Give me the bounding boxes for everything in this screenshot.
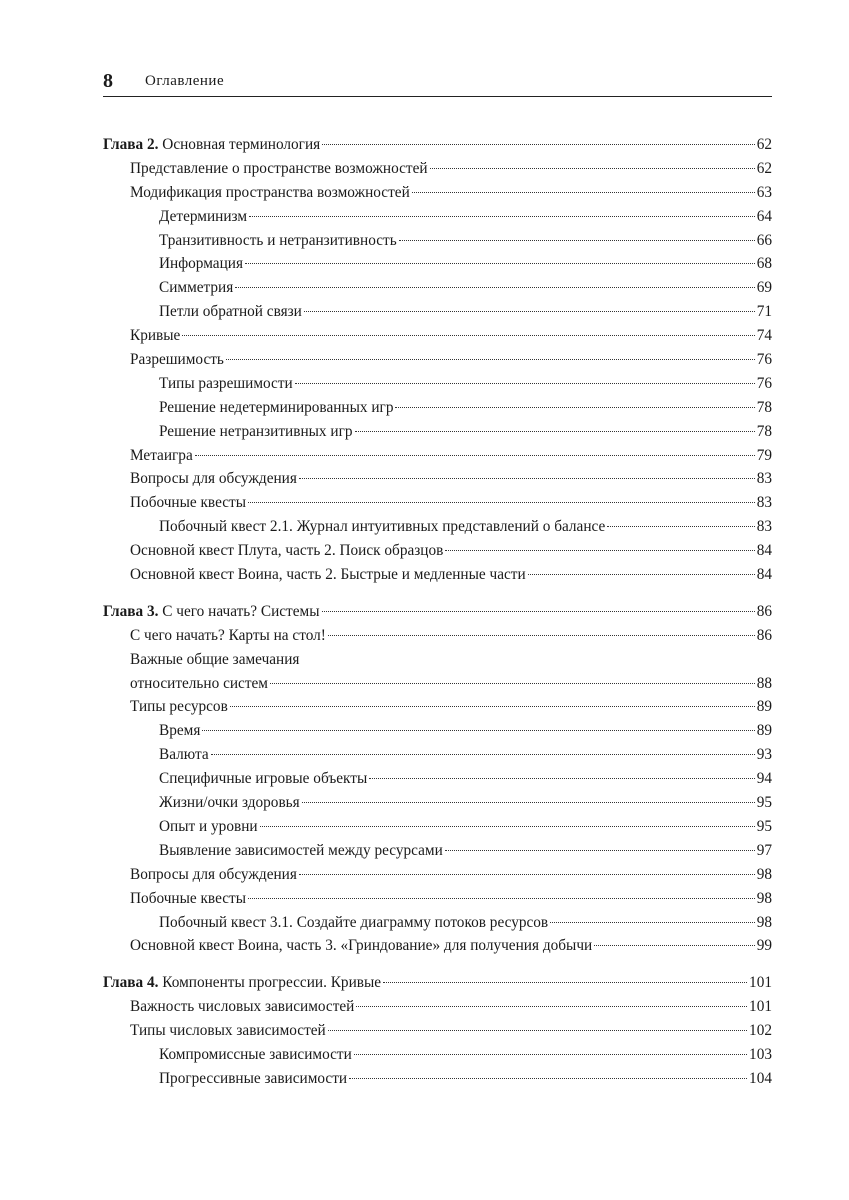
dot-leader — [245, 263, 755, 264]
entry-text: Выявление зависимостей между ресурсами — [159, 841, 443, 859]
toc-entry-title — [159, 1067, 347, 1091]
entry-text: Кривые — [130, 327, 181, 345]
entry-text: Детерминизм — [159, 207, 248, 225]
toc-entry-title — [130, 695, 228, 719]
dot-leader — [328, 1030, 747, 1031]
toc-subsection-entry[interactable] — [103, 229, 772, 253]
chapter-label: Глава 3. — [103, 602, 159, 620]
toc-entry-title — [159, 815, 258, 839]
entry-text: Основной квест Плута, часть 2. Поиск образцов — [130, 542, 444, 560]
toc-subsection-entry[interactable] — [103, 743, 772, 767]
page-ref: 78 — [756, 422, 772, 440]
toc-section-entry[interactable] — [103, 444, 772, 468]
entry-text: Информация — [159, 255, 243, 273]
page-header — [103, 70, 772, 97]
toc-subsection-entry[interactable] — [103, 719, 772, 743]
toc-section-entry[interactable] — [103, 934, 772, 958]
toc-entry-title — [159, 396, 393, 420]
toc-section-entry[interactable] — [103, 467, 772, 491]
toc-entry-title — [159, 719, 200, 743]
dot-leader — [430, 168, 755, 169]
toc-subsection-entry[interactable] — [103, 839, 772, 863]
chapter-label: Глава 2. — [103, 136, 159, 153]
toc-subsection-entry[interactable] — [103, 1067, 772, 1091]
entry-text: Симметрия — [159, 279, 234, 297]
entry-text: Время — [159, 722, 201, 740]
dot-leader — [299, 874, 755, 875]
toc-section-entry[interactable] — [103, 672, 772, 696]
page-ref: 76 — [756, 351, 772, 369]
toc-entry-title — [130, 539, 443, 563]
entry-text: относительно систем — [130, 674, 268, 692]
page-ref: 89 — [756, 722, 772, 740]
page-ref: 88 — [756, 674, 772, 692]
toc-subsection-entry[interactable] — [103, 252, 772, 276]
dot-leader — [528, 574, 755, 575]
entry-text: Побочные квесты — [130, 494, 246, 512]
toc-entry-title — [103, 133, 320, 157]
toc-subsection-entry[interactable] — [103, 276, 772, 300]
entry-text: Решение недетерминированных игр — [159, 398, 394, 416]
chapter-gap — [103, 587, 772, 600]
dot-leader — [202, 730, 754, 731]
page-number: 8 — [103, 70, 113, 92]
dot-leader — [295, 383, 755, 384]
toc-section-entry[interactable] — [103, 157, 772, 181]
entry-text: Основной квест Воина, часть 2. Быстрые и медленные части — [130, 566, 526, 584]
toc-entry-title — [159, 300, 302, 324]
toc-entry-title — [130, 467, 297, 491]
toc-section-entry[interactable] — [103, 863, 772, 887]
page-ref: 79 — [756, 446, 772, 464]
toc-subsection-entry[interactable] — [103, 911, 772, 935]
toc-entry-title — [103, 971, 381, 995]
toc-subsection-entry[interactable] — [103, 1043, 772, 1067]
toc-entry-title — [130, 995, 354, 1019]
page-ref: 83 — [756, 470, 772, 488]
entry-text: Решение нетранзитивных игр — [159, 422, 353, 440]
dot-leader — [230, 706, 755, 707]
entry-text: Типы числовых зависимостей — [130, 1022, 326, 1040]
dot-leader — [248, 502, 755, 503]
page-ref: 76 — [756, 374, 772, 392]
dot-leader — [354, 1054, 747, 1055]
toc-entry-title — [159, 252, 243, 276]
toc-entry-title — [130, 1019, 326, 1043]
toc-entry-title — [159, 276, 233, 300]
entry-text: Опыт и уровни — [159, 817, 258, 835]
entry-text: Специфичные игровые объекты — [159, 770, 368, 788]
toc-subsection-entry[interactable] — [103, 515, 772, 539]
toc-subsection-entry[interactable] — [103, 300, 772, 324]
page-ref: 83 — [756, 494, 772, 512]
dot-leader — [383, 982, 747, 983]
toc-entry-title — [130, 348, 224, 372]
toc-entry-title — [159, 205, 247, 229]
toc-entry-title — [159, 420, 353, 444]
entry-text: Побочный квест 3.1. Создайте диаграмму потоков ресурсов — [159, 913, 549, 931]
page-ref: 98 — [756, 865, 772, 883]
page-ref: 101 — [749, 998, 772, 1016]
entry-text: Жизни/очки здоровья — [159, 794, 300, 812]
dot-leader — [445, 850, 755, 851]
toc-entry-title — [159, 743, 209, 767]
toc-entry-title — [130, 563, 526, 587]
toc-entry-title — [159, 1043, 352, 1067]
page-ref: 102 — [749, 1022, 772, 1040]
table-of-contents — [103, 133, 772, 1091]
page-ref: 83 — [756, 518, 772, 536]
toc-entry-title — [130, 491, 246, 515]
dot-leader — [248, 898, 755, 899]
page-ref: 95 — [756, 794, 772, 812]
dot-leader — [270, 683, 755, 684]
entry-text: Вопросы для обсуждения — [130, 470, 297, 488]
toc-entry-title — [130, 157, 428, 181]
toc-entry-title — [159, 791, 300, 815]
page-ref: 98 — [756, 889, 772, 907]
page-ref: 63 — [756, 183, 772, 201]
dot-leader — [355, 431, 755, 432]
dot-leader — [445, 550, 754, 551]
toc-entry-title — [130, 444, 193, 468]
entry-text: Разрешимость — [130, 351, 224, 369]
page-ref: 78 — [756, 398, 772, 416]
entry-text: С чего начать? Карты на стол! — [130, 626, 326, 644]
dot-leader — [395, 407, 754, 408]
toc-section-entry[interactable] — [103, 995, 772, 1019]
entry-text: С чего начать? Системы — [162, 602, 320, 620]
toc-chapter-entry[interactable] — [103, 600, 772, 624]
toc-entry-title-line[interactable]: Важные общие замечания — [130, 650, 300, 668]
entry-text: Представление о пространстве возможностей — [130, 159, 428, 177]
entry-text: Компромиссные зависимости — [159, 1045, 352, 1063]
toc-entry-title — [130, 624, 326, 648]
toc-entry-title — [159, 372, 293, 396]
dot-leader — [260, 826, 755, 827]
entry-text: Прогрессивные зависимости — [159, 1069, 348, 1087]
dot-leader — [356, 1006, 747, 1007]
dot-leader — [607, 526, 754, 527]
entry-text: Валюта — [159, 746, 209, 764]
page-ref: 62 — [756, 136, 772, 153]
toc-entry-title — [159, 515, 605, 539]
toc-section-entry[interactable] — [103, 1019, 772, 1043]
toc-entry-title — [130, 672, 268, 696]
page-ref: 64 — [756, 207, 772, 225]
toc-subsection-entry[interactable] — [103, 396, 772, 420]
page-ref: 62 — [756, 159, 772, 177]
page-ref: 74 — [756, 327, 772, 345]
page-ref: 69 — [756, 279, 772, 297]
toc-entry-title — [130, 181, 410, 205]
page-ref: 93 — [756, 746, 772, 764]
toc-section-entry[interactable] — [103, 324, 772, 348]
toc-subsection-entry[interactable] — [103, 420, 772, 444]
toc-section-entry[interactable] — [103, 491, 772, 515]
chapter-label: Глава 4. — [103, 974, 159, 992]
entry-text: Важность числовых зависимостей — [130, 998, 355, 1016]
page-ref: 86 — [756, 602, 772, 620]
dot-leader — [195, 455, 755, 456]
entry-text: Типы разрешимости — [159, 374, 293, 392]
toc-entry-title — [130, 863, 297, 887]
dot-leader — [550, 922, 755, 923]
dot-leader — [299, 478, 755, 479]
chapter-gap — [103, 958, 772, 971]
page-ref: 84 — [756, 542, 772, 560]
toc-section-entry[interactable] — [103, 348, 772, 372]
toc-subsection-entry[interactable] — [103, 815, 772, 839]
page-ref: 97 — [756, 841, 772, 859]
page-ref: 89 — [756, 698, 772, 716]
dot-leader — [328, 635, 755, 636]
page-ref: 104 — [749, 1069, 772, 1087]
toc-subsection-entry[interactable] — [103, 205, 772, 229]
page-ref: 99 — [756, 937, 772, 955]
entry-text: Типы ресурсов — [130, 698, 228, 716]
page-ref: 103 — [749, 1045, 772, 1063]
toc-subsection-entry[interactable] — [103, 767, 772, 791]
entry-text: Основная терминология — [162, 136, 321, 153]
entry-text: Метаигра — [130, 446, 193, 464]
dot-leader — [349, 1078, 747, 1079]
toc-subsection-entry[interactable] — [103, 791, 772, 815]
dot-leader — [322, 144, 755, 145]
dot-leader — [369, 778, 754, 779]
toc-entry-title — [159, 911, 548, 935]
dot-leader — [235, 287, 754, 288]
dot-leader — [302, 802, 755, 803]
page-ref: 101 — [749, 974, 772, 992]
toc-section-entry[interactable] — [103, 624, 772, 648]
dot-leader — [399, 240, 755, 241]
toc-entry-title — [159, 767, 367, 791]
dot-leader — [412, 192, 755, 193]
dot-leader — [226, 359, 755, 360]
page-ref: 94 — [756, 770, 772, 788]
page-ref: 98 — [756, 913, 772, 931]
toc-section-entry[interactable] — [103, 539, 772, 563]
page-ref: 68 — [756, 255, 772, 273]
toc-section-entry[interactable] — [103, 695, 772, 719]
page-ref: 71 — [756, 303, 772, 321]
dot-leader — [182, 335, 754, 336]
toc-entry-title — [130, 934, 592, 958]
page-ref: 84 — [756, 566, 772, 584]
dot-leader — [211, 754, 755, 755]
entry-text: Транзитивность и нетранзитивность — [159, 231, 397, 249]
page-ref: 86 — [756, 626, 772, 644]
entry-text: Побочный квест 2.1. Журнал интуитивных представлений о балансе — [159, 518, 606, 536]
toc-chapter-entry[interactable] — [103, 971, 772, 995]
toc-entry-title — [103, 600, 320, 624]
entry-text: Вопросы для обсуждения — [130, 865, 297, 883]
toc-section-entry[interactable] — [103, 563, 772, 587]
entry-text: Компоненты прогрессии. Кривые — [162, 974, 382, 992]
toc-entry-title — [159, 229, 397, 253]
dot-leader — [249, 216, 755, 217]
toc-entry-title — [130, 887, 246, 911]
dot-leader — [304, 311, 755, 312]
toc-section-entry[interactable] — [103, 887, 772, 911]
entry-text: Побочные квесты — [130, 889, 246, 907]
running-title: Оглавление — [145, 73, 225, 89]
toc-subsection-entry[interactable] — [103, 372, 772, 396]
entry-text: Петли обратной связи — [159, 303, 302, 321]
toc-entry-title — [130, 324, 180, 348]
entry-text: Основной квест Воина, часть 3. «Гриндование» для получения добычи — [130, 937, 593, 955]
page-ref: 95 — [756, 817, 772, 835]
dot-leader — [322, 611, 755, 612]
toc-entry-title — [159, 839, 443, 863]
dot-leader — [594, 945, 755, 946]
page-ref: 66 — [756, 231, 772, 249]
toc-section-entry[interactable] — [103, 181, 772, 205]
toc-chapter-entry[interactable] — [103, 133, 772, 157]
entry-text: Модификация пространства возможностей — [130, 183, 410, 201]
